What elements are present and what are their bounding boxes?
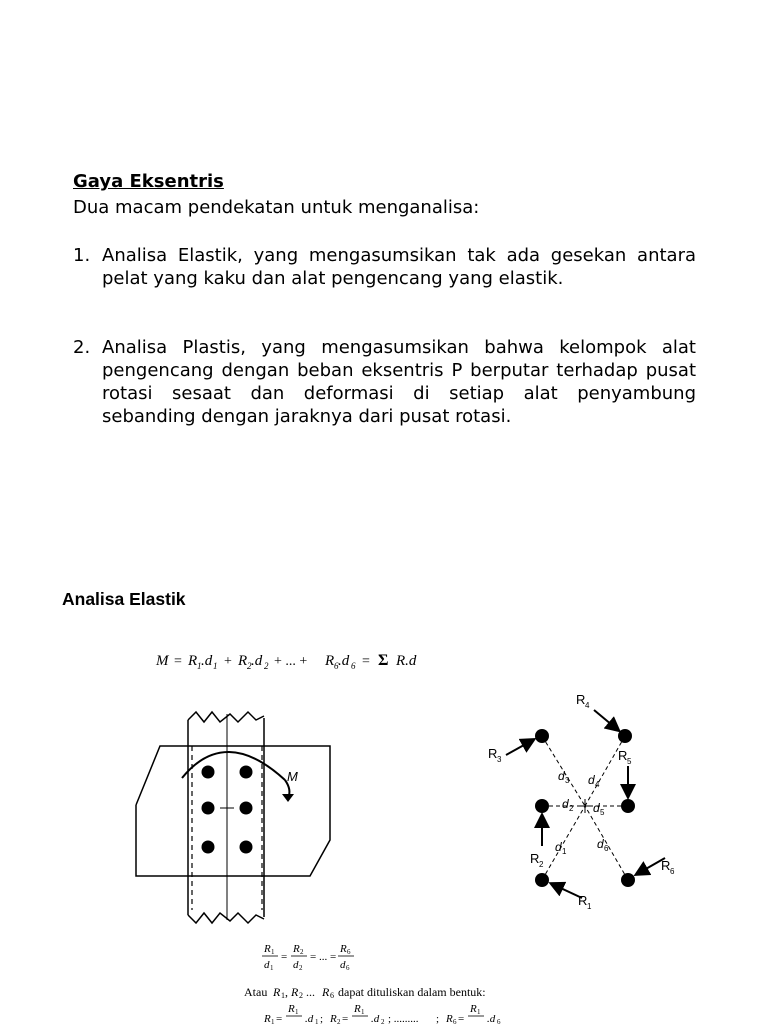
svg-text:2: 2 [247, 661, 252, 671]
equation-caption [240, 982, 510, 1000]
bolt [202, 802, 215, 815]
svg-text:+ ... +: + ... + [274, 654, 308, 669]
svg-text:6: 6 [604, 844, 609, 853]
svg-text:; .........: ; ......... [388, 1013, 419, 1024]
svg-text:Σ: Σ [378, 652, 389, 669]
svg-text:=: = [362, 654, 370, 669]
svg-text:1: 1 [315, 1018, 319, 1024]
svg-text:R: R [446, 1013, 453, 1024]
svg-text:R: R [530, 851, 540, 866]
svg-text:R: R [578, 893, 588, 908]
section-title: Analisa Elastik [62, 589, 186, 609]
svg-text:;: ; [436, 1013, 440, 1024]
svg-text:6: 6 [347, 948, 351, 956]
svg-text:.d: .d [371, 1013, 380, 1024]
ratio-equation [258, 938, 368, 978]
svg-text:.d: .d [201, 653, 213, 669]
svg-text:d: d [593, 801, 600, 815]
bolt [202, 841, 215, 854]
svg-text:2: 2 [299, 991, 303, 1000]
moment-label: M [287, 769, 298, 784]
svg-text:2: 2 [381, 1018, 385, 1024]
svg-text:R: R [488, 746, 498, 761]
svg-text:R: R [322, 985, 330, 999]
svg-text:1: 1 [197, 661, 202, 671]
svg-text:d: d [555, 840, 562, 854]
svg-text:=: = [174, 654, 182, 669]
svg-text:R: R [293, 943, 300, 955]
bolt [240, 841, 253, 854]
svg-text:.d: .d [251, 653, 263, 669]
svg-text:.d: .d [338, 653, 350, 669]
svg-text:1: 1 [270, 964, 274, 972]
svg-text:4: 4 [585, 701, 590, 710]
svg-text:1: 1 [271, 948, 275, 956]
list-number-1: 1. [73, 245, 91, 266]
moment-equation [150, 645, 450, 675]
bolt [202, 766, 215, 779]
svg-text:...: ... [306, 985, 315, 999]
svg-text:6: 6 [351, 661, 356, 671]
svg-text:3: 3 [497, 755, 502, 764]
svg-text:d: d [562, 797, 569, 811]
svg-text:d: d [340, 959, 346, 971]
svg-text:6: 6 [497, 1018, 501, 1024]
svg-text:.d: .d [305, 1013, 314, 1024]
svg-text:5: 5 [627, 757, 632, 766]
svg-text:R: R [325, 653, 335, 669]
svg-text:2: 2 [337, 1018, 341, 1024]
svg-text:R: R [340, 943, 347, 955]
svg-text:6: 6 [330, 991, 334, 1000]
svg-text:1: 1 [213, 661, 218, 671]
bolt-group-figure [130, 710, 340, 925]
svg-text:2: 2 [299, 964, 303, 972]
svg-text:2: 2 [569, 804, 574, 813]
svg-text:d: d [558, 769, 565, 783]
list-item-1: Analisa Elastik, yang mengasumsikan tak ada gesekan antara pelat yang kaku dan alat pengencang yang elastik. [102, 245, 696, 289]
svg-text:6: 6 [453, 1018, 457, 1024]
svg-text:6: 6 [670, 867, 675, 876]
svg-text:2: 2 [539, 860, 544, 869]
svg-text:3: 3 [565, 776, 570, 785]
svg-text:2: 2 [264, 661, 269, 671]
svg-text:.d: .d [487, 1013, 496, 1024]
intro-text: Dua macam pendekatan untuk menganalisa: [73, 197, 480, 218]
svg-text:=: = [458, 1013, 465, 1024]
svg-text:1: 1 [477, 1008, 481, 1016]
svg-text:2: 2 [300, 948, 304, 956]
svg-text:=: = [276, 1013, 283, 1024]
svg-text:=: = [342, 1013, 349, 1024]
svg-text:R: R [354, 1003, 361, 1015]
list-number-2: 2. [73, 337, 91, 358]
svg-text:M: M [156, 653, 169, 669]
svg-text:R: R [264, 943, 271, 955]
svg-text:6: 6 [346, 964, 350, 972]
svg-text:,: , [285, 985, 288, 999]
svg-text:d: d [293, 959, 299, 971]
svg-text:+: + [224, 654, 232, 669]
svg-text:R: R [470, 1003, 477, 1015]
svg-text:R: R [291, 985, 299, 999]
svg-text:R: R [273, 985, 281, 999]
svg-text:d: d [264, 959, 270, 971]
last-equation [258, 1000, 508, 1024]
svg-text:1: 1 [295, 1008, 299, 1016]
svg-text:d: d [588, 773, 595, 787]
svg-text:6: 6 [334, 661, 339, 671]
svg-text:R: R [288, 1003, 295, 1015]
svg-text:1: 1 [281, 991, 285, 1000]
svg-text:R.d: R.d [396, 653, 417, 669]
svg-text:1: 1 [361, 1008, 365, 1016]
svg-text:Atau: Atau [244, 985, 268, 999]
svg-text:R: R [238, 653, 248, 669]
svg-text:R: R [576, 692, 586, 707]
svg-text:R: R [330, 1013, 337, 1024]
svg-text:1: 1 [562, 847, 567, 856]
svg-text:R: R [188, 653, 198, 669]
svg-text:4: 4 [595, 780, 600, 789]
caption-tail: dapat dituliskan dalam bentuk: [338, 985, 486, 999]
svg-text:1: 1 [271, 1018, 275, 1024]
svg-text:=: = [281, 951, 288, 963]
bolt [240, 766, 253, 779]
svg-text:R: R [661, 858, 671, 873]
svg-text:5: 5 [600, 808, 605, 817]
page-title: Gaya Eksentris [73, 171, 224, 192]
svg-text:= ... =: = ... = [310, 951, 337, 963]
svg-text:;: ; [320, 1013, 324, 1024]
bolt [240, 802, 253, 815]
svg-text:d: d [597, 837, 604, 851]
svg-text:1: 1 [587, 902, 592, 911]
svg-text:R: R [264, 1013, 271, 1024]
force-vector-figure [480, 688, 700, 918]
list-item-2: Analisa Plastis, yang mengasumsikan bahwa kelompok alat pengencang dengan beban eksentris P berputar terhadap pusat rotasi sesaat dan deformasi di setiap alat penyambung sebanding dengan jaraknya dari pusat rotasi. [102, 337, 696, 427]
svg-text:R: R [618, 748, 628, 763]
